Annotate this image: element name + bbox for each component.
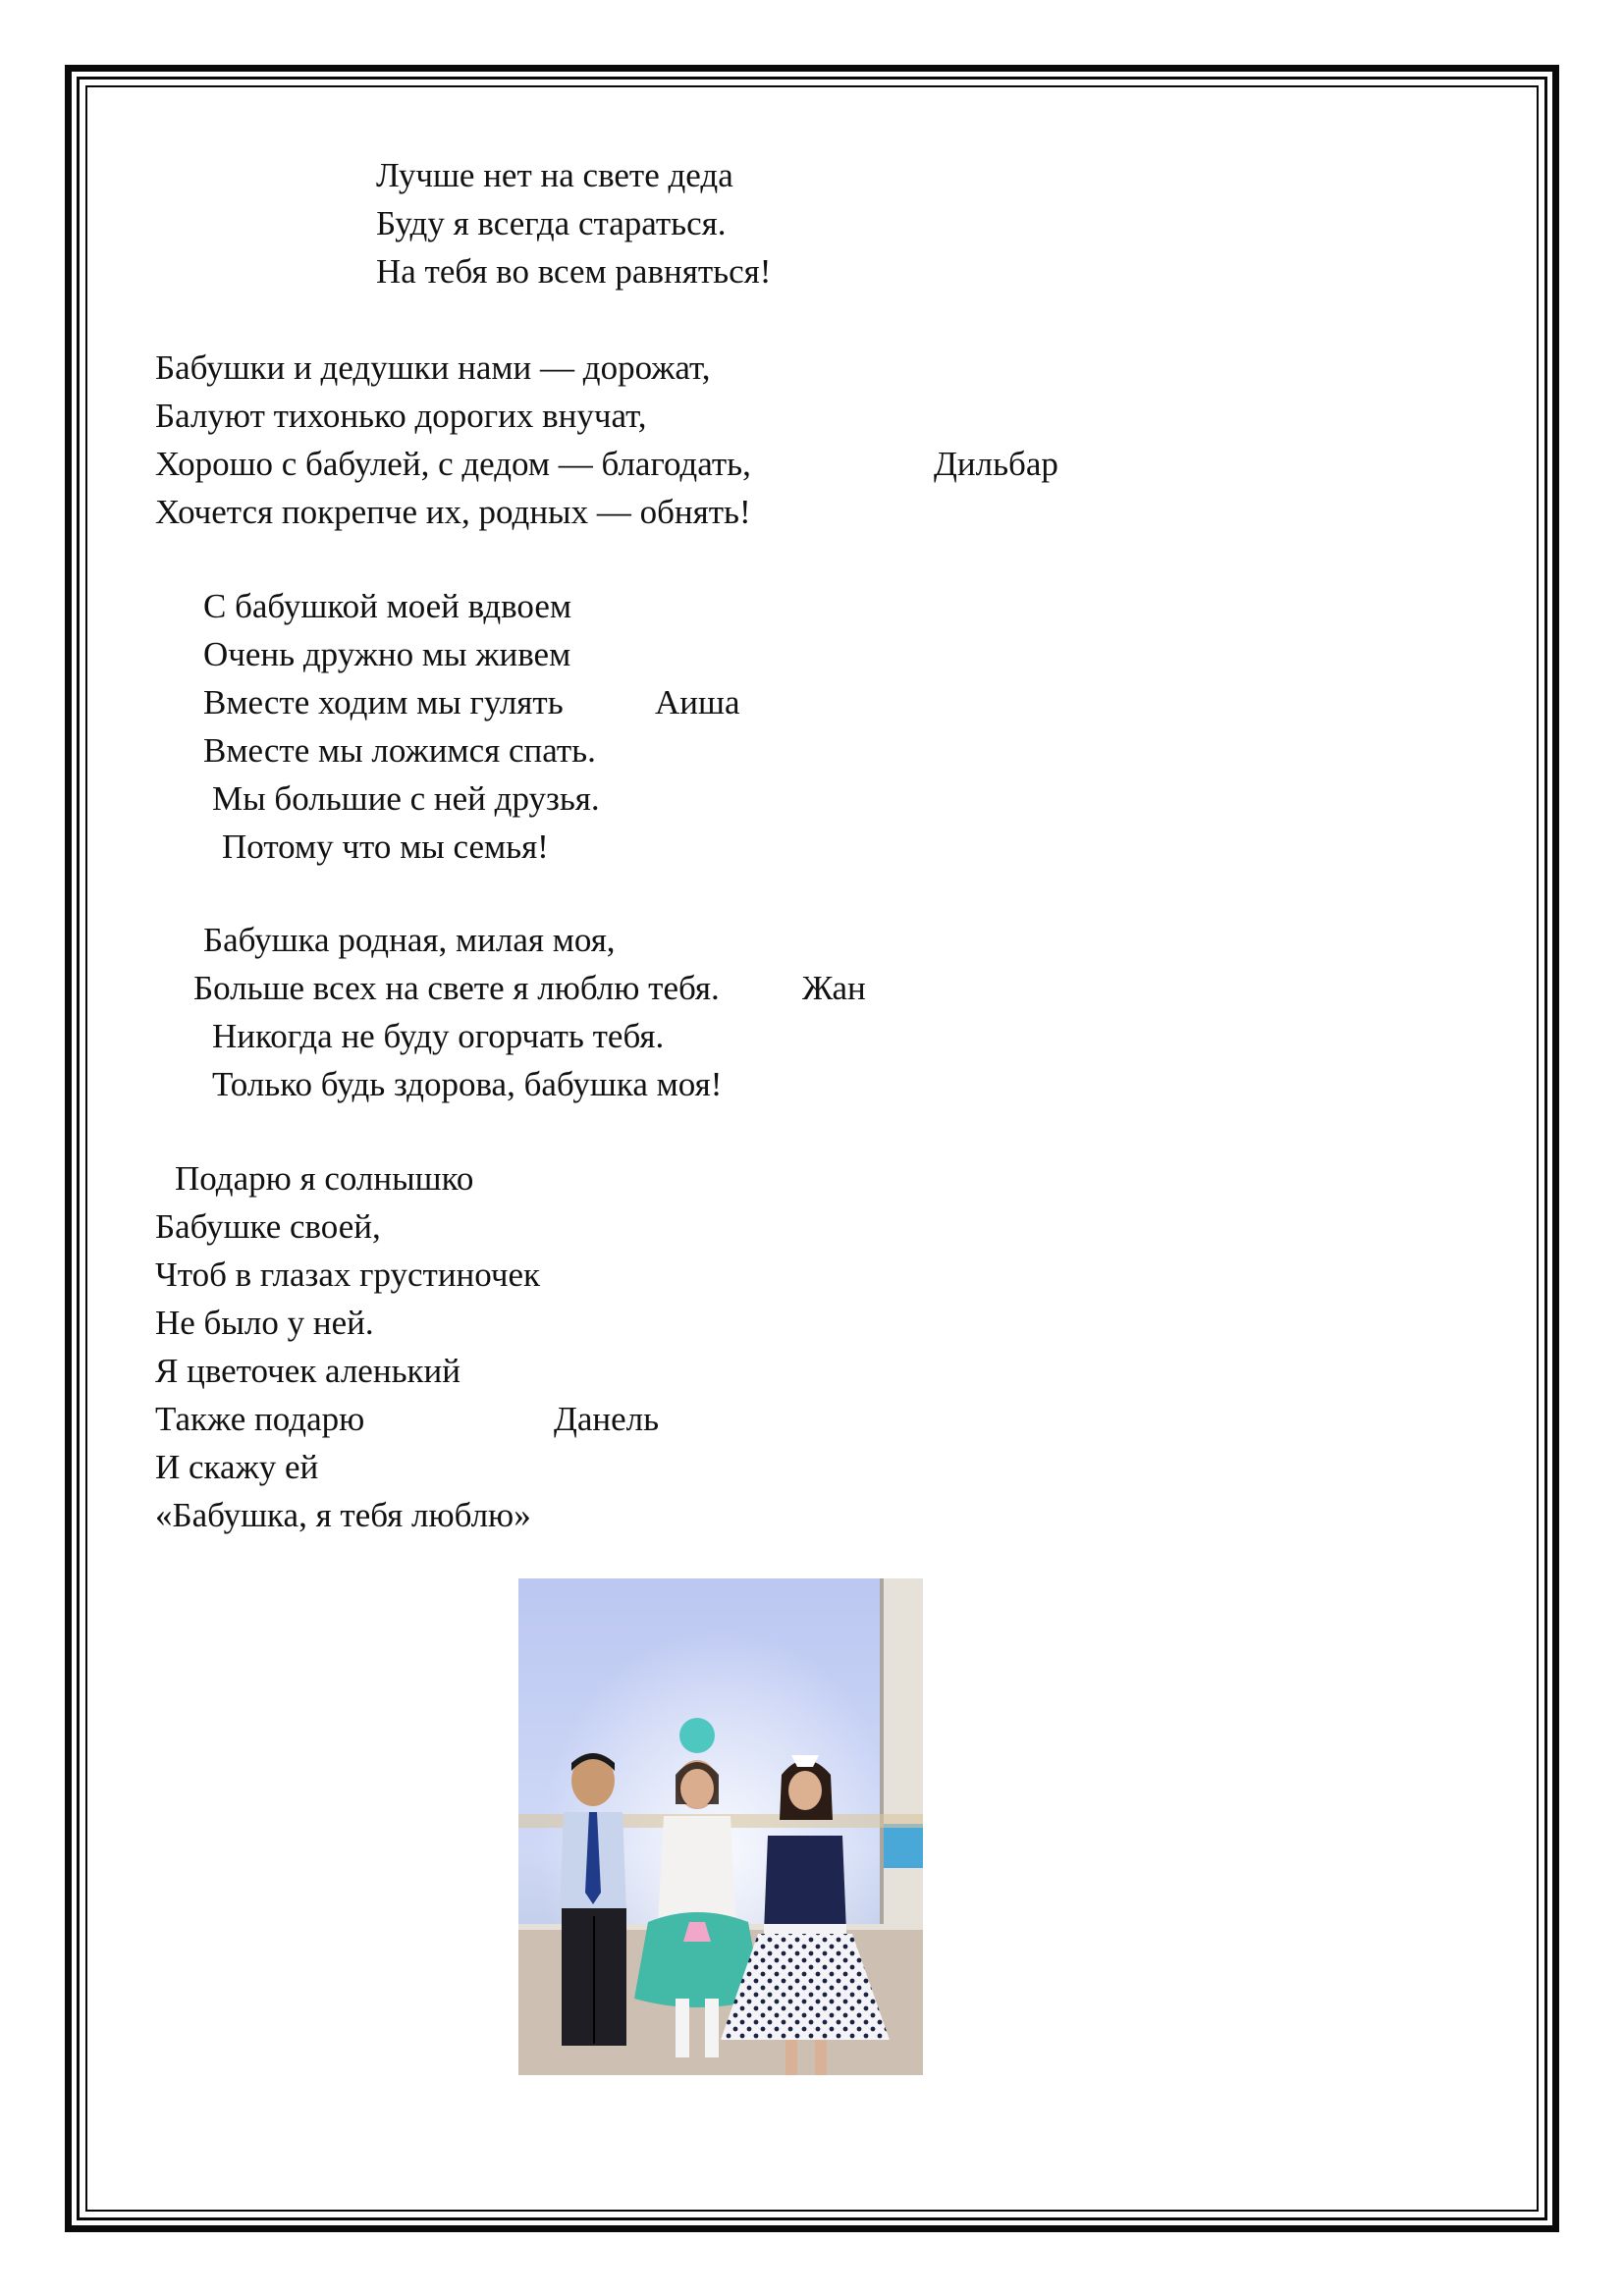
poem-line: Бабушка родная, милая моя,	[203, 921, 616, 959]
poem-line: Бабушки и дедушки нами — дорожат,	[155, 348, 711, 387]
poem-line: Мы большие с ней друзья.	[212, 779, 600, 818]
author-name: Данель	[554, 1400, 660, 1438]
poem-line: Хочется покрепче их, родных — обнять!	[155, 493, 751, 531]
poem-line: Не было у ней.	[155, 1304, 374, 1342]
poem-line: Вместе ходим мы гулять	[203, 683, 564, 721]
author-name: Аиша	[655, 683, 740, 721]
poem-line: И скажу ей	[155, 1448, 319, 1486]
poem-line: Подарю я солнышко	[175, 1159, 474, 1198]
poem-line: Потому что мы семья!	[222, 828, 549, 866]
poem-line: Бабушке своей,	[155, 1207, 381, 1246]
poem-line: Хорошо с бабулей, с дедом — благодать,	[155, 445, 751, 483]
children-photo	[518, 1578, 923, 2075]
author-name: Дильбар	[934, 445, 1058, 483]
poem-line: «Бабушка, я тебя люблю»	[155, 1496, 531, 1534]
poem-line: Вместе мы ложимся спать.	[203, 731, 596, 770]
poem-line: Никогда не буду огорчать тебя.	[212, 1017, 665, 1055]
author-name: Жан	[802, 969, 866, 1007]
poem-line: Также подарю	[155, 1400, 365, 1438]
poem-line: Очень дружно мы живем	[203, 635, 571, 673]
poem-line: Буду я всегда стараться.	[376, 204, 727, 242]
poem-line: На тебя во всем равняться!	[376, 252, 772, 291]
poem-line: Только будь здорова, бабушка моя!	[212, 1065, 723, 1103]
poem-line: Лучше нет на свете деда	[376, 156, 733, 194]
poem-line: Больше всех на свете я люблю тебя.	[193, 969, 720, 1007]
poem-line: Чтоб в глазах грустиночек	[155, 1255, 541, 1294]
poem-line: Я цветочек аленький	[155, 1352, 461, 1390]
poem-line: С бабушкой моей вдвоем	[203, 587, 572, 625]
poem-line: Балуют тихонько дорогих внучат,	[155, 397, 647, 435]
